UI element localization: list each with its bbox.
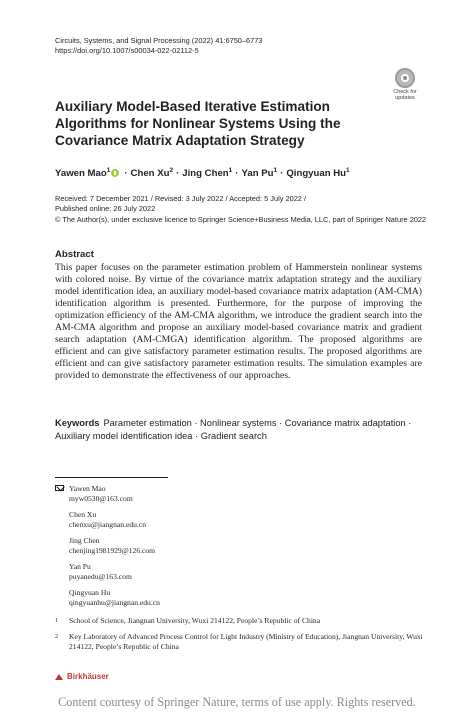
doi-link[interactable]: https://doi.org/10.1007/s00034-022-02112-5 — [55, 46, 199, 55]
author-separator: · — [235, 168, 239, 179]
author-affiliation-mark: 2 — [169, 167, 174, 174]
paper-title: Auxiliary Model-Based Iterative Estimation Algorithms for Nonlinear Systems Using the Covariance Matrix Adaptation Strategy — [55, 99, 341, 148]
footnote-divider — [55, 477, 168, 478]
journal-citation: Circuits, Systems, and Signal Processing (2022) 41:6750–6773 — [55, 36, 263, 45]
birkhauser-logo-icon — [55, 672, 64, 681]
contact-email[interactable]: chenxu@jiangnan.edu.cn — [69, 520, 146, 529]
envelope-icon — [55, 485, 64, 491]
copyright-line: © The Author(s), under exclusive licence to Springer Science+Business Media, LLC, part of Springer Nature 2022 — [55, 214, 427, 224]
author-name[interactable]: Yan Pu — [241, 168, 274, 179]
contact-name: Jing Chen — [69, 536, 100, 545]
keywords-text: Parameter estimation · Nonlinear systems · Covariance matrix adaptation · Auxiliary model identification idea · Gradient search — [55, 418, 412, 442]
author-separator: · — [280, 168, 284, 179]
affiliation-number: 1 — [55, 618, 58, 624]
contact-entry — [69, 588, 160, 608]
contact-email[interactable]: puyanedu@163.com — [69, 572, 132, 581]
orcid-icon[interactable] — [111, 169, 119, 177]
badge-label: Check for updates — [393, 89, 417, 102]
journal-header — [55, 36, 355, 56]
author-name[interactable]: Chen Xu — [130, 168, 170, 179]
author-name[interactable]: Yawen Mao — [55, 168, 107, 179]
abstract-body: This paper focuses on the parameter estimation problem of Hammerstein nonlinear systems with colored noise. By virtue of the covariance matrix adaptation strategy and the auxiliary model identification idea, an auxiliary model-based covariance matrix adaptation (AM-CMA) identification algorithm is presented. Furthermore, for the purpose of improving the optimization efficiency of the AM-CMA algorithm, we introduce the gradient search into the AM-CMA algorithm and propose an auxiliary model-based covariance matrix and gradient search adaptation (AM-CMGA) identification algorithm. The proposed algorithms are efficient and can give satisfactory parameter estimation results. The proposed algorithms are efficient and can give satisfactory parameter estimation results. The simulation examples are provided to demonstrate the effectiveness of our approaches. — [55, 262, 422, 382]
author-list — [55, 165, 435, 180]
author-name[interactable]: Jing Chen — [182, 168, 229, 179]
contact-entry — [69, 510, 146, 530]
affiliation-text: Key Laboratory of Advanced Process Control for Light Industry (Ministry of Education), Jiangnan University, Wuxi 214122, People’s Republic of China — [69, 632, 423, 651]
author-affiliation-mark: 1 — [273, 167, 278, 174]
author-separator: · — [124, 168, 128, 179]
publisher-name: Birkhäuser — [67, 672, 109, 681]
publication-dates — [55, 194, 435, 225]
contact-entry — [69, 484, 133, 504]
date-history: Received: 7 December 2021 / Revised: 3 July 2022 / Accepted: 5 July 2022 / — [55, 194, 307, 203]
affiliation-number: 2 — [55, 634, 58, 640]
abstract-heading: Abstract — [55, 249, 94, 260]
contact-name: Chen Xu — [69, 510, 97, 519]
author-separator: · — [176, 168, 180, 179]
author-name[interactable]: Qingyuan Hu — [286, 168, 347, 179]
published-online: Published online: 26 July 2022 — [55, 204, 156, 214]
author-affiliation-mark: 1 — [346, 167, 350, 174]
check-for-updates-icon — [395, 68, 415, 88]
contact-entry — [69, 536, 155, 556]
author-affiliation-mark: 1 — [106, 167, 111, 174]
contact-email[interactable]: myw0530@163.com — [69, 494, 133, 503]
contact-name: Yan Pu — [69, 562, 91, 571]
publisher-logo — [55, 672, 109, 681]
keywords — [55, 417, 422, 444]
contact-name: Yawen Mao — [69, 484, 106, 493]
courtesy-watermark: Content courtesy of Springer Nature, terms of use apply. Rights reserved. — [58, 695, 416, 709]
affiliation-text: School of Science, Jiangnan University, Wuxi 214122, People’s Republic of China — [69, 616, 321, 625]
keywords-label: Keywords — [55, 418, 100, 428]
contact-name: Qingyuan Hu — [69, 588, 111, 597]
contact-email[interactable]: chenjing1981929@126.com — [69, 546, 156, 555]
contact-email[interactable]: qingyuanhu@jiangnan.edu.cn — [69, 598, 160, 607]
contact-entry — [69, 562, 132, 582]
author-affiliation-mark: 1 — [228, 167, 233, 174]
